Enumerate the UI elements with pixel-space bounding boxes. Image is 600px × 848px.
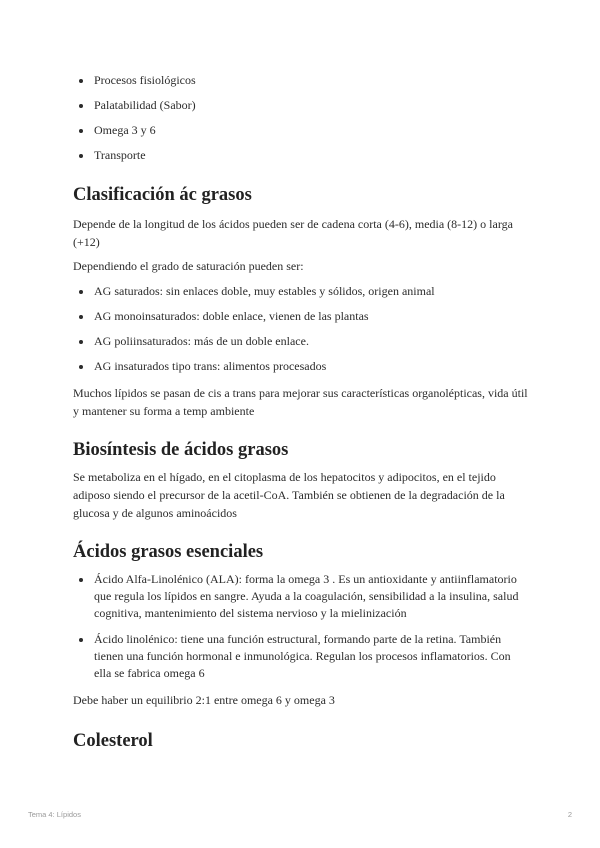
list-item: AG saturados: sin enlaces doble, muy estables y sólidos, origen animal [73,283,528,300]
list-item: Ácido linolénico: tiene una función estructural, formando parte de la retina. También tienen una función hormonal e inmunológica. Regulan los procesos inflamatorios. Con ella se fabrica omega 6 [73,631,528,682]
document-page [73,72,528,752]
list-item: AG insaturados tipo trans: alimentos procesados [73,358,528,375]
list-item: AG poliinsaturados: más de un doble enlace. [73,333,528,350]
list-item: Ácido Alfa-Linolénico (ALA): forma la omega 3 . Es un antioxidante y antiinflamatorio que regula los lípidos en sangre. Ayuda a la coagulación, sensibilidad a la insulina, salud cognitiva, mantenimiento del sistema nervioso y la mielinización [73,571,528,622]
list-item: Transporte [73,147,528,164]
heading-biosintesis: Biosíntesis de ácidos grasos [73,440,289,460]
saturation-bullet-list [73,283,528,375]
heading-esenciales: Ácidos grasos esenciales [73,542,264,562]
list-item: Procesos fisiológicos [73,72,528,89]
paragraph-biosintesis: Se metaboliza en el hígado, en el citoplasma de los hepatocitos y adipocitos, en el tejido adiposo siendo el precursor de la acetil-CoA. También se obtienen de la degradación de la glucosa y de algunos aminoácidos [73,470,505,520]
paragraph-cis-trans: Muchos lípidos se pasan de cis a trans para mejorar sus características organolépticas, vida útil y mantener su forma a temp ambiente [73,386,528,418]
top-bullet-list [73,72,528,164]
paragraph-longitud: Depende de la longitud de los ácidos pueden ser de cadena corta (4-6), media (8-12) o larga (+12) [73,217,513,249]
heading-colesterol: Colesterol [73,731,153,751]
list-item: Palatabilidad (Sabor) [73,97,528,114]
paragraph-saturacion: Dependiendo el grado de saturación pueden ser: [73,259,304,273]
list-item: AG monoinsaturados: doble enlace, vienen de las plantas [73,308,528,325]
page-number: 2 [567,810,572,819]
paragraph-equilibrio: Debe haber un equilibrio 2:1 entre omega 6 y omega 3 [73,693,335,707]
list-item: Omega 3 y 6 [73,122,528,139]
esenciales-bullet-list [73,571,528,682]
footer-title: Tema 4: Lípidos [28,810,81,819]
heading-clasificacion: Clasificación ác grasos [73,185,252,205]
